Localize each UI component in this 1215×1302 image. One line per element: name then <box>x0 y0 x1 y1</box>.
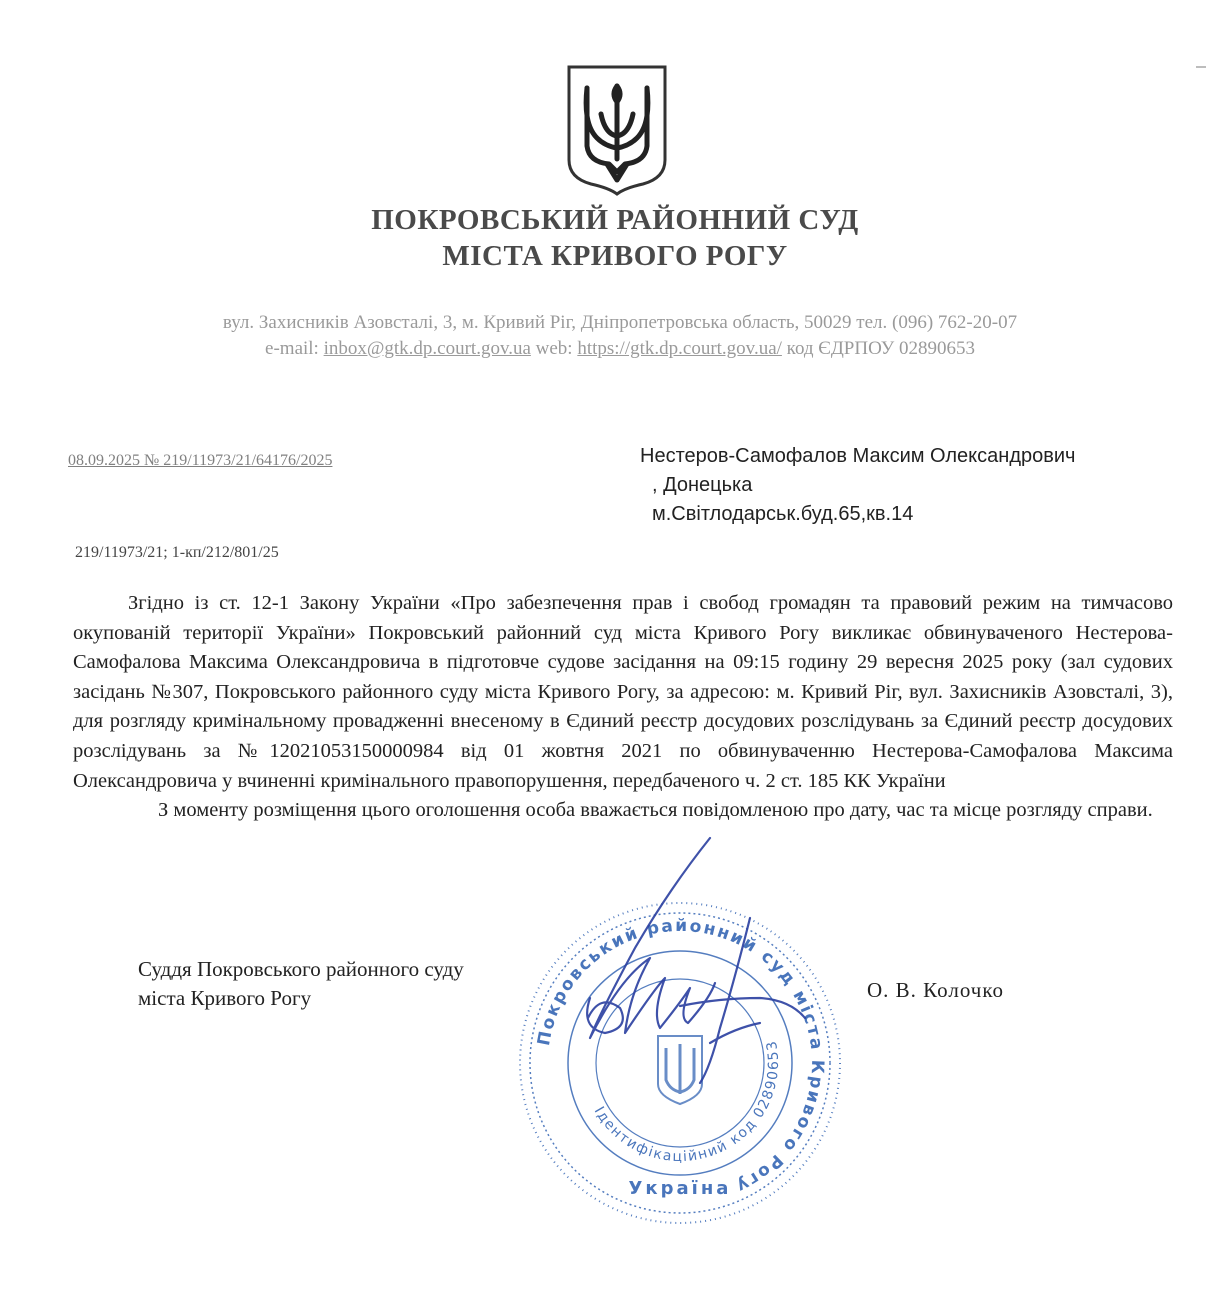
judge-position <box>138 955 464 1013</box>
email-link[interactable]: inbox@gtk.dp.court.gov.ua <box>323 338 531 359</box>
judge-position-line1: Суддя Покровського районного суду <box>138 957 464 981</box>
court-address: вул. Захисників Азовсталі, 3, м. Кривий Ріг, Дніпропетровська область, 50029 тел. (096) 762-20-07 <box>222 312 1018 333</box>
court-name-line1: ПОКРОВСЬКИЙ РАЙОННИЙ СУД <box>371 204 859 236</box>
court-contacts <box>0 338 1215 360</box>
addressee-address: м.Світлодарськ.буд.65,кв.14 <box>652 503 914 525</box>
scan-mark <box>1196 66 1206 68</box>
court-name-line2: МІСТА КРИВОГО РОГУ <box>442 240 788 272</box>
outgoing-number: 08.09.2025 № 219/11973/21/64176/2025 <box>68 452 333 469</box>
stamp-inner-text: Ідентифікаційний код 02890653 <box>590 1038 783 1166</box>
judge-position-line2: міста Кривого Рогу <box>138 986 312 1010</box>
stamp-outer-text: Покровський районний суд міста Кривого Рогу <box>534 915 828 1198</box>
addressee-block <box>640 442 1075 529</box>
case-number: 219/11973/21; 1-кп/212/801/25 <box>75 544 279 561</box>
addressee-region: , Донецька <box>652 474 753 496</box>
judge-signature <box>560 828 820 1088</box>
summons-paragraph-2: З моменту розміщення цього оголошення особа вважається повідомленою про дату, час та місце розгляду справи. <box>158 799 1153 822</box>
summons-paragraph-1: Згідно із ст. 12-1 Закону України «Про забезпечення прав і свобод громадян та правовий режим на тимчасово окупованій території України» Покровський районний суд міста Кривого Рогу викликає обвинуваченого Нестерова-Самофалова Максима Олександровича в підготовче судове засідання на 09:15 годину 29 вересня 2025 року (зал судових засідань №307, Покровського районного суду міста Кривого Рогу, за адресою: м. Кривий Ріг, вул. Захисників Азовсталі, 3), для розгляду кримінальному провадженні внесеному в Єдиний реєстр досудових розслідувань за Єдиний реєстр досудових розслідувань за №12021053150000984 від 01 жовтня 2021 по обвинуваченню Нестерова-Самофалова Максима Олександровича у вчиненні кримінального правопорушення, передбаченого ч. 2 ст. 185 КК України <box>73 592 1173 792</box>
web-label: web: <box>535 338 573 359</box>
ukraine-trident-icon <box>565 64 669 196</box>
summons-body <box>73 589 1173 826</box>
web-link[interactable]: https://gtk.dp.court.gov.ua/ <box>577 338 782 359</box>
email-label: e-mail: <box>265 338 319 359</box>
judge-name: О. В. Колочко <box>867 978 1004 1002</box>
stamp-country: Україна <box>628 1178 732 1199</box>
edrpou-code: код ЄДРПОУ 02890653 <box>786 338 975 359</box>
addressee-name: Нестеров-Самофалов Максим Олександрович <box>640 445 1076 467</box>
